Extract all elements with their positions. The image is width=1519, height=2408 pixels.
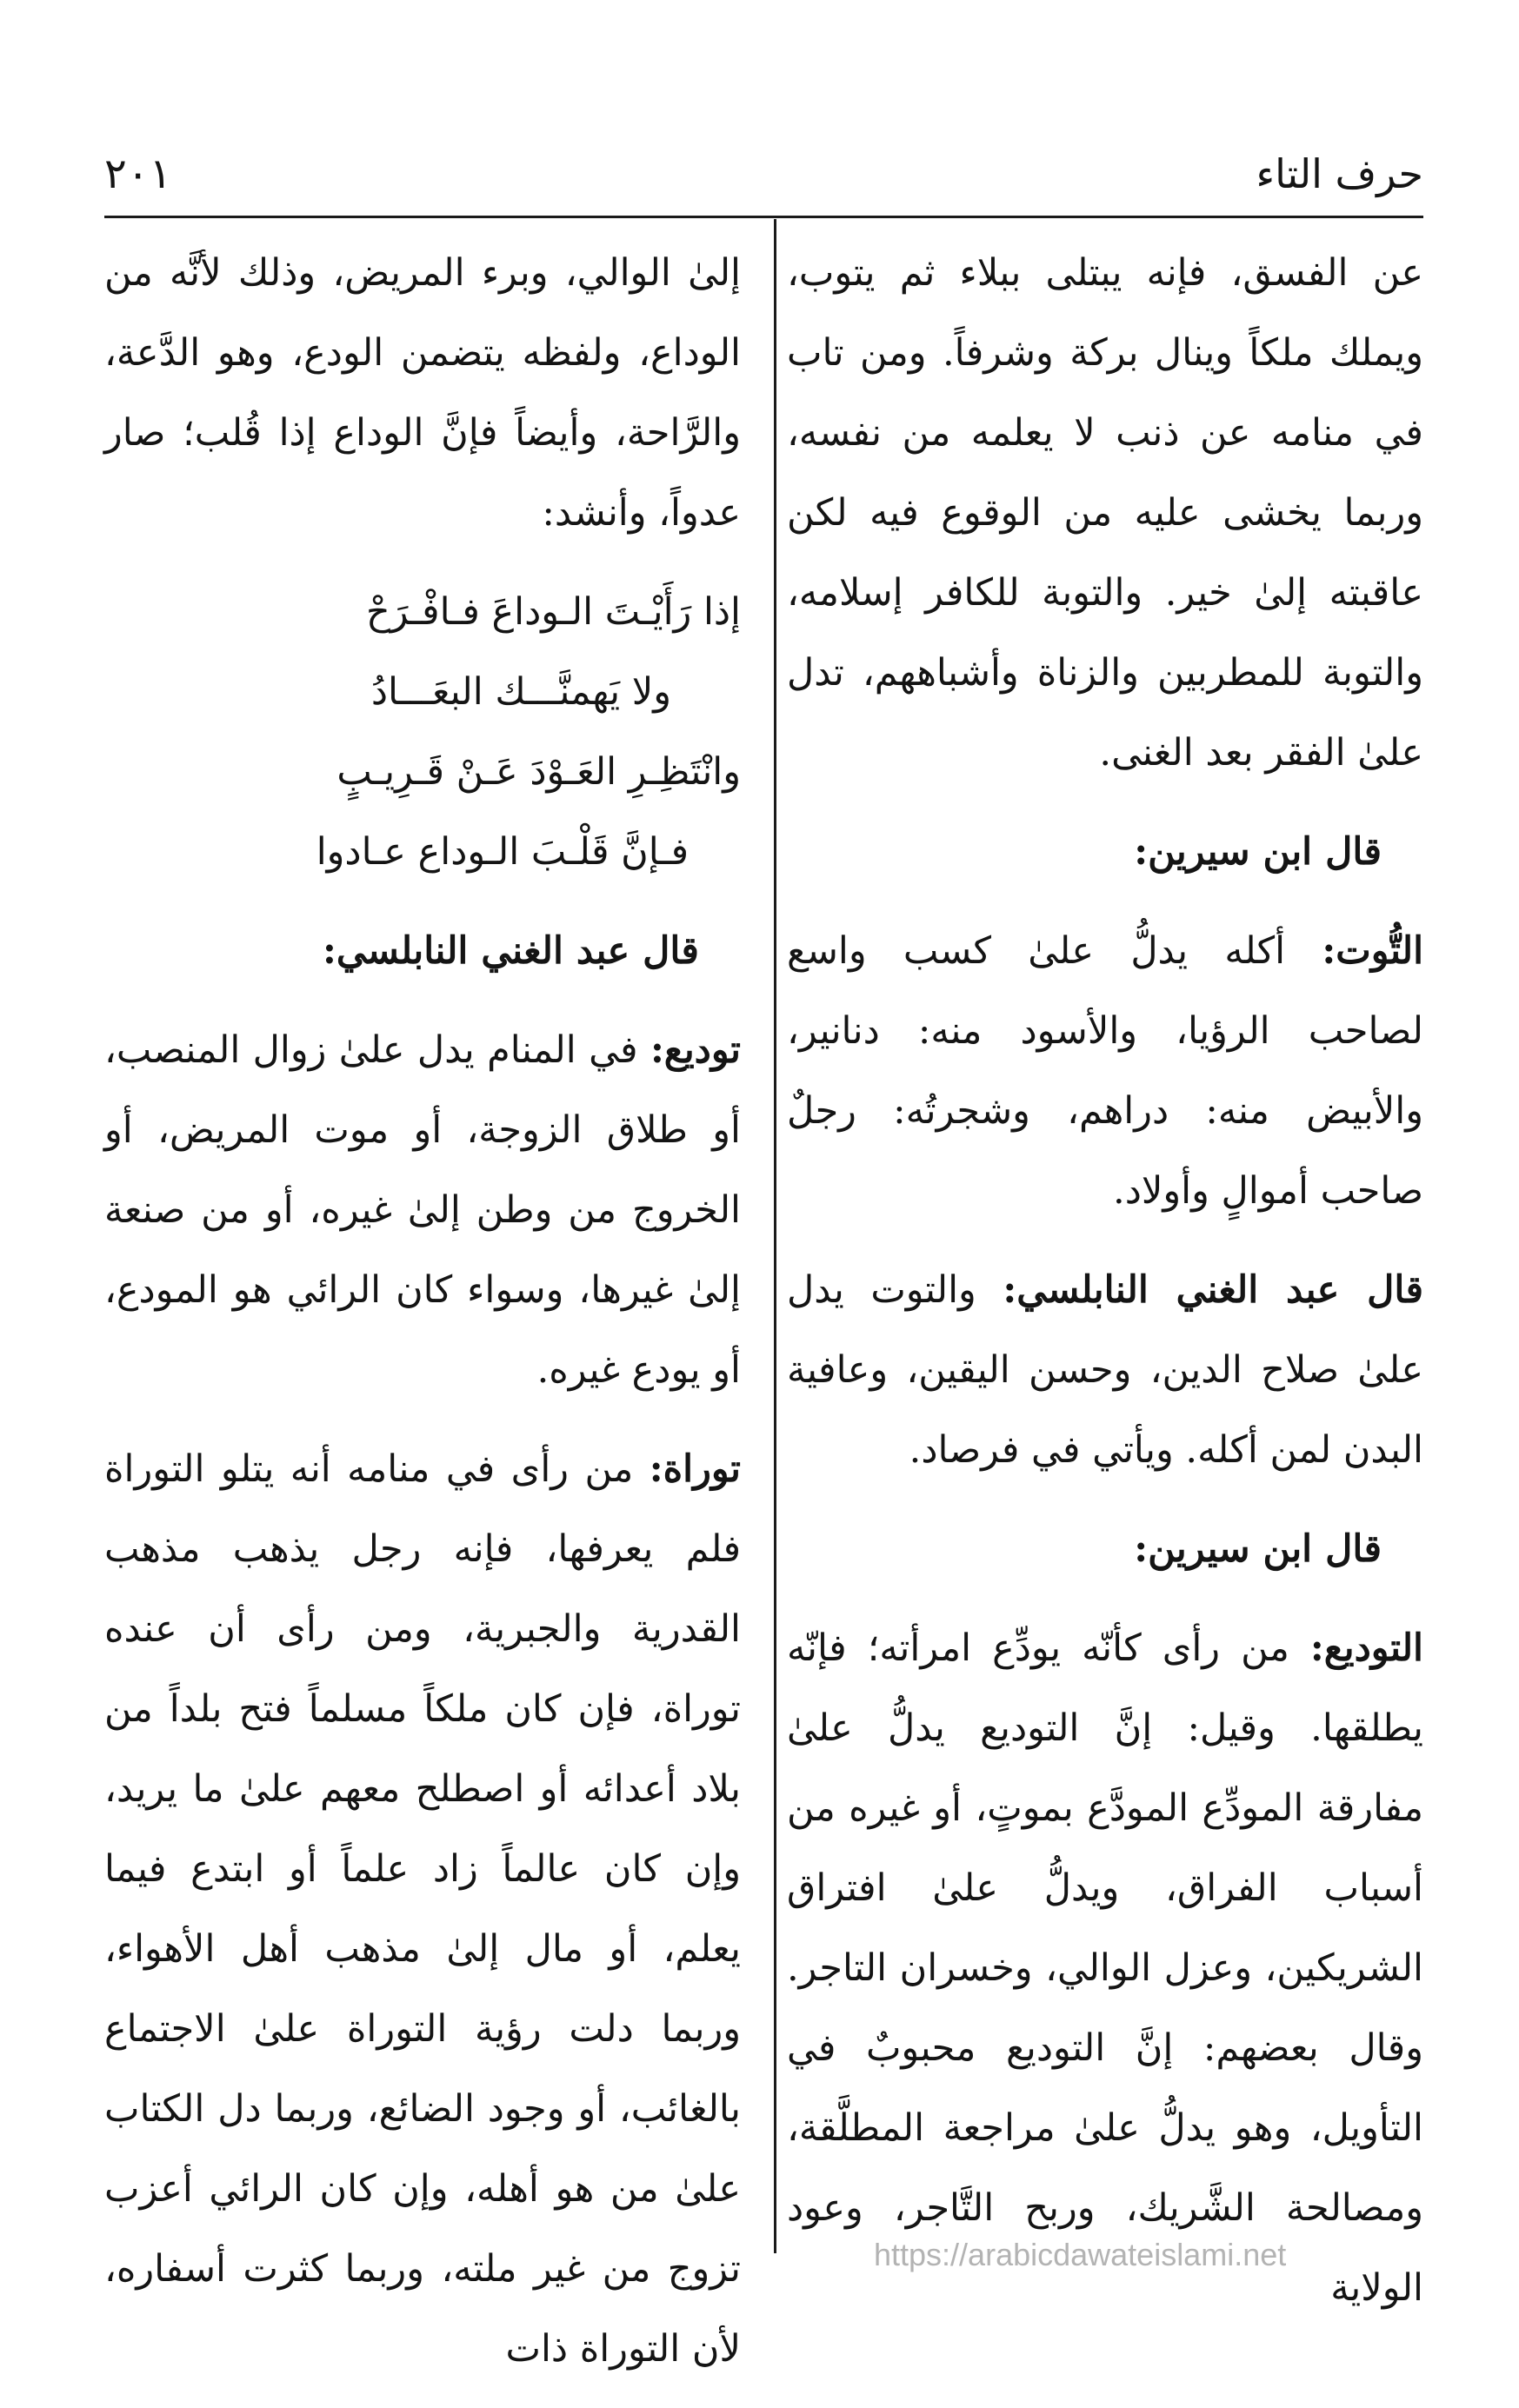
entry-tawdi [104, 1010, 741, 1410]
entry-body: من رأى كأنّه يودِّع امرأته؛ فإنّه يطلقها. وقيل: إنَّ التوديع يدلُّ علىٰ مفارقة المودِّع المودَّع بموتٍ، أو غيره من أسباب الفراق، ويدلُّ علىٰ افتراق الشريكين، وعزل الوالي، وخسران التاجر. وقال بعضهم: إنَّ التوديع محبوبٌ في التأويل، وهو يدلُّ علىٰ مراجعة المطلَّقة، ومصالحة الشَّريك، وربح التَّاجر، وعود الولاية [787, 1626, 1423, 2310]
entry-nabulsi-tut [787, 1250, 1423, 1490]
entry-tut [787, 911, 1423, 1231]
entry-term: توديع: [650, 1028, 741, 1072]
watermark-url: https://arabicdawateislami.net [874, 2237, 1287, 2272]
entry-term: قال عبد الغني النابلسي: [1003, 1268, 1423, 1312]
running-head: حرف التاء [1256, 150, 1423, 197]
entry-term: توراة: [649, 1447, 742, 1491]
paragraph: إلىٰ الوالي، وبرء المريض، وذلك لأنَّه من الوداع، ولفظه يتضمن الودع، وهو الدَّعة، والرَّاحة، وأيضاً فإنَّ الوداع إذا قُلب؛ صار عدواً، وأنشد: [104, 251, 741, 535]
section-heading: قال ابن سيرين: [1134, 1527, 1382, 1571]
entry-body: في المنام يدل علىٰ زوال المنصب، أو طلاق الزوجة، أو موت المريض، أو الخروج من وطن إلىٰ غيره، أو من صنعة إلىٰ غيرها، وسواء كان الرائي هو المودع، أو يودع غيره. [104, 1028, 741, 1392]
entry-term: التُّوت: [1322, 929, 1424, 973]
poem-verse: إذا رَأَيْـتَ الـوداعَ فـافْـرَحْ [365, 590, 741, 634]
section-heading: قال عبد الغني النابلسي: [322, 929, 699, 973]
paragraph: عن الفسق، فإنه يبتلى ببلاء ثم يتوب، ويملك ملكاً وينال بركة وشرفاً. ومن تاب في منامه عن ذنب لا يعلمه من نفسه، وربما يخشى عليه من الوقوع فيه لكن عاقبته إلىٰ خير. والتوبة للكافر إسلامه، والتوبة للمطربين والزناة وأشباههم، تدل علىٰ الفقر بعد الغنى. [787, 251, 1423, 775]
poem-verse: فـإنَّ قَلْـبَ الـوداع عـادوا [316, 830, 689, 874]
poem-verse: وانْتَظِـرِ العَـوْدَ عَـنْ قَـرِيـبٍ [336, 750, 741, 794]
section-heading: قال ابن سيرين: [1134, 830, 1382, 874]
poem-verse: ولا يَهمنَّـــك البعَـــادُ [370, 670, 671, 714]
entry-body: والتوت يدل علىٰ صلاح الدين، وحسن اليقين، وعافية البدن لمن أكله. ويأتي في فرصاد. [787, 1268, 1423, 1472]
entry-tawdi [787, 1608, 1423, 2328]
entry-body: من رأى في منامه أنه يتلو التوراة فلم يعرفها، فإنه رجل يذهب مذهب القدرية والجبرية، ومن رأى أن عنده توراة، فإن كان ملكاً مسلماً فتح بلداً من بلاد أعدائه أو اصطلح معهم علىٰ ما يريد، وإن كان عالماً زاد علماً أو ابتدع فيما يعلم، أو مال إلىٰ مذهب أهل الأهواء، وربما دلت رؤية التوراة علىٰ الاجتماع بالغائب، أو وجود الضائع، وربما دل الكتاب علىٰ من هو أهله، وإن كان الرائي أعزب تزوج من غير ملته، وربما كثرت أسفاره، لأن التوراة ذات [104, 1447, 741, 2371]
page-number: ٢٠١ [104, 150, 172, 198]
entry-tawrat [104, 1429, 741, 2389]
entry-body: أكله يدلُّ علىٰ كسب واسع لصاحب الرؤيا، والأسود منه: دنانير، والأبيض منه: دراهم، وشجرتُه: رجلٌ صاحب أموالٍ وأولاد. [787, 929, 1423, 1213]
column-divider [774, 219, 776, 2253]
page-header [104, 139, 1423, 209]
header-rule [104, 216, 1423, 218]
entry-term: التوديع: [1309, 1626, 1424, 1670]
right-column [787, 233, 1423, 2347]
left-column [104, 233, 741, 2408]
